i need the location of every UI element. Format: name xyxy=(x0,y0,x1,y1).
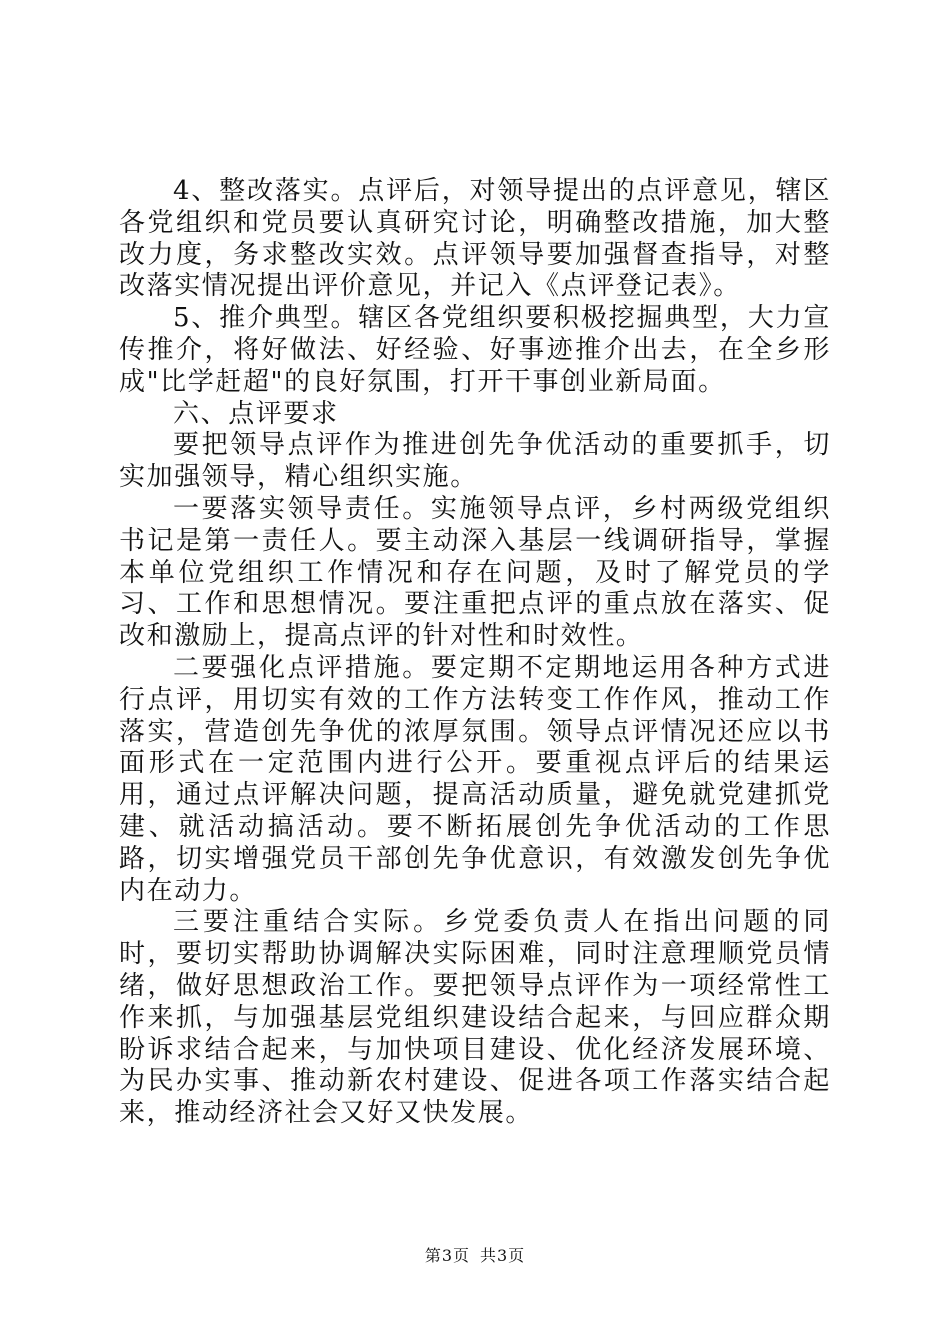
page-footer xyxy=(0,1243,950,1266)
document-body xyxy=(119,176,831,1130)
paragraph-intro-requirements: 要把领导点评作为推进创先争优活动的重要抓手，切实加强领导，精心组织实施。 xyxy=(119,430,831,493)
paragraph-review-measures: 二要强化点评措施。要定期不定期地运用各种方式进行点评，用切实有效的工作方法转变工作作风，推动工作落实，营造创先争优的浓厚氛围。领导点评情况还应以书面形式在一定范围内进行公开。要重视点评后的结果运用，通过点评解决问题，提高活动质量，避免就党建抓党建、就活动搞活动。要不断拓展创先争优活动的工作思路，切实增强党员干部创先争优意识，有效激发创先争优内在动力。 xyxy=(119,652,831,906)
paragraph-rectification: 4、整改落实。点评后，对领导提出的点评意见，辖区各党组织和党员要认真研究讨论，明确整改措施，加大整改力度，务求整改实效。点评领导要加强督查指导，对整改落实情况提出评价意见，并记入《点评登记表》。 xyxy=(119,176,831,302)
page-total: 共3页 xyxy=(480,1246,526,1265)
paragraph-combine-practice: 三要注重结合实际。乡党委负责人在指出问题的同时，要切实帮助协调解决实际困难，同时注意理顺党员情绪，做好思想政治工作。要把领导点评作为一项经常性工作来抓，与加强基层党组织建设结合起来，与回应群众期盼诉求结合起来，与加快项目建设、优化经济发展环境、为民办实事、推动新农村建设、促进各项工作落实结合起来，推动经济社会又好又快发展。 xyxy=(119,907,831,1129)
paragraph-promote-models: 5、推介典型。辖区各党组织要积极挖掘典型，大力宣传推介，将好做法、好经验、好事迹推介出去，在全乡形成"比学赶超"的良好氛围，打开干事创业新局面。 xyxy=(119,303,831,397)
page-number: 第3页 xyxy=(424,1246,470,1265)
section-heading-review-requirements: 六、点评要求 xyxy=(173,398,339,429)
paragraph-leadership-responsibility: 一要落实领导责任。实施领导点评，乡村两级党组织书记是第一责任人。要主动深入基层一线调研指导，掌握本单位党组织工作情况和存在问题，及时了解党员的学习、工作和思想情况。要注重把点评的重点放在落实、促改和激励上，提高点评的针对性和时效性。 xyxy=(119,493,831,652)
